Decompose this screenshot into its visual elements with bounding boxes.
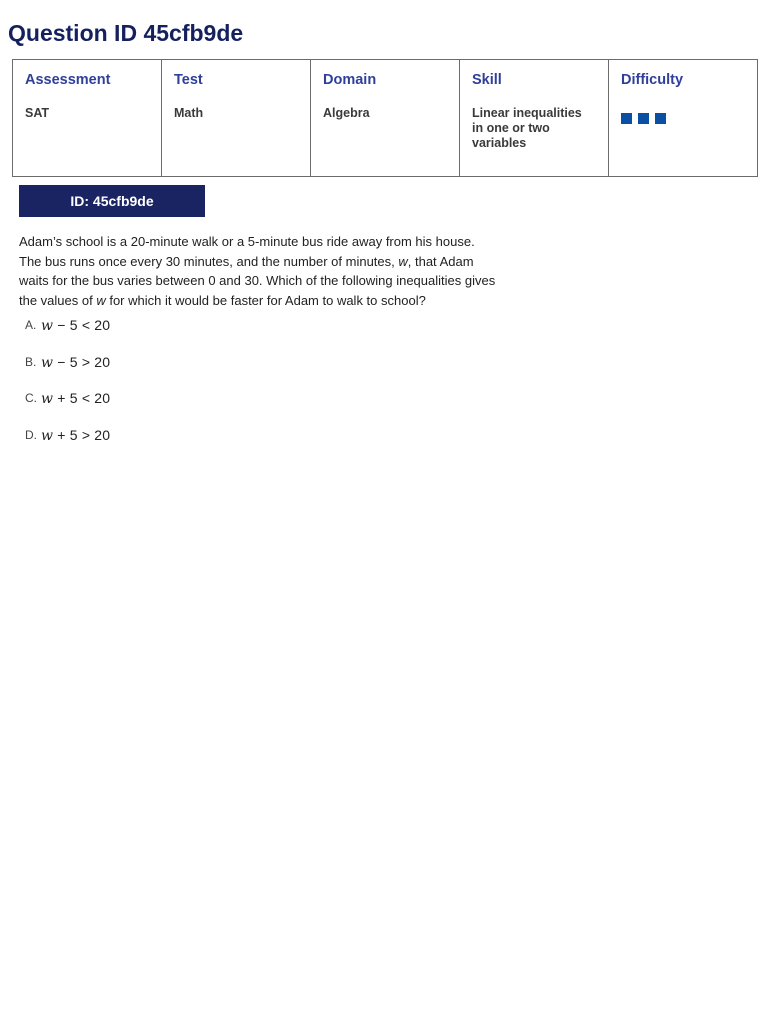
test-value: Math: [174, 106, 204, 120]
difficulty-box-3: [655, 113, 666, 124]
difficulty-box-1: [621, 113, 632, 124]
choice-expression-rest: + 5 > 20: [53, 426, 111, 443]
question-text-part-1: Adam’s school is a 20-minute walk or a 5-minute bus ride away from his house. The bus runs once every 30 minutes, and the number of minutes,: [19, 234, 475, 269]
answer-choice-c[interactable]: [25, 390, 110, 427]
choice-expression: [41, 427, 110, 444]
answer-choice-a[interactable]: [25, 317, 110, 354]
skill-value: Linear inequalities in one or two variables: [472, 106, 582, 150]
question-text-part-3: for which it would be faster for Adam to walk to school?: [105, 292, 426, 308]
domain-value: Algebra: [323, 106, 370, 120]
question-text: [19, 232, 499, 310]
skill-cell: [460, 60, 609, 177]
difficulty-cell: [609, 60, 758, 177]
choice-letter: C.: [25, 391, 37, 405]
assessment-header: Assessment: [25, 72, 111, 88]
answer-choices: [25, 317, 110, 463]
answer-choice-b[interactable]: [25, 354, 110, 391]
question-text-part-2: , that Adam waits for the bus varies between 0 and 30. Which of the following inequalities gives the values of: [19, 253, 496, 308]
question-variable-w: w: [96, 292, 106, 308]
question-metadata-table: [12, 59, 758, 177]
choice-expression: [41, 354, 110, 371]
page-title: Question ID 45cfb9de: [8, 20, 244, 46]
domain-cell: [311, 60, 460, 177]
question-id-banner: [19, 185, 205, 217]
question-variable-w: w: [398, 253, 408, 269]
choice-expression: [41, 317, 110, 334]
choice-letter: D.: [25, 427, 37, 442]
choice-expression-rest: − 5 > 20: [53, 353, 111, 370]
choice-letter: A.: [25, 318, 37, 332]
question-id-label: ID: 45cfb9de: [70, 193, 154, 209]
choice-letter: B.: [25, 354, 37, 369]
test-header: Test: [174, 72, 203, 88]
domain-header: Domain: [323, 72, 377, 88]
difficulty-box-2: [638, 113, 649, 124]
choice-variable: w: [41, 318, 54, 334]
choice-variable: w: [41, 391, 54, 407]
skill-header: Skill: [472, 72, 502, 88]
choice-expression-rest: − 5 < 20: [53, 317, 111, 333]
assessment-cell: [13, 60, 162, 177]
test-cell: [162, 60, 311, 177]
answer-choice-d[interactable]: [25, 427, 110, 464]
choice-expression-rest: + 5 < 20: [53, 390, 111, 406]
choice-variable: w: [41, 354, 54, 371]
difficulty-indicator: [621, 113, 745, 124]
assessment-value: SAT: [25, 106, 50, 120]
difficulty-header: Difficulty: [621, 72, 684, 88]
choice-variable: w: [41, 427, 54, 444]
choice-expression: [41, 390, 110, 407]
